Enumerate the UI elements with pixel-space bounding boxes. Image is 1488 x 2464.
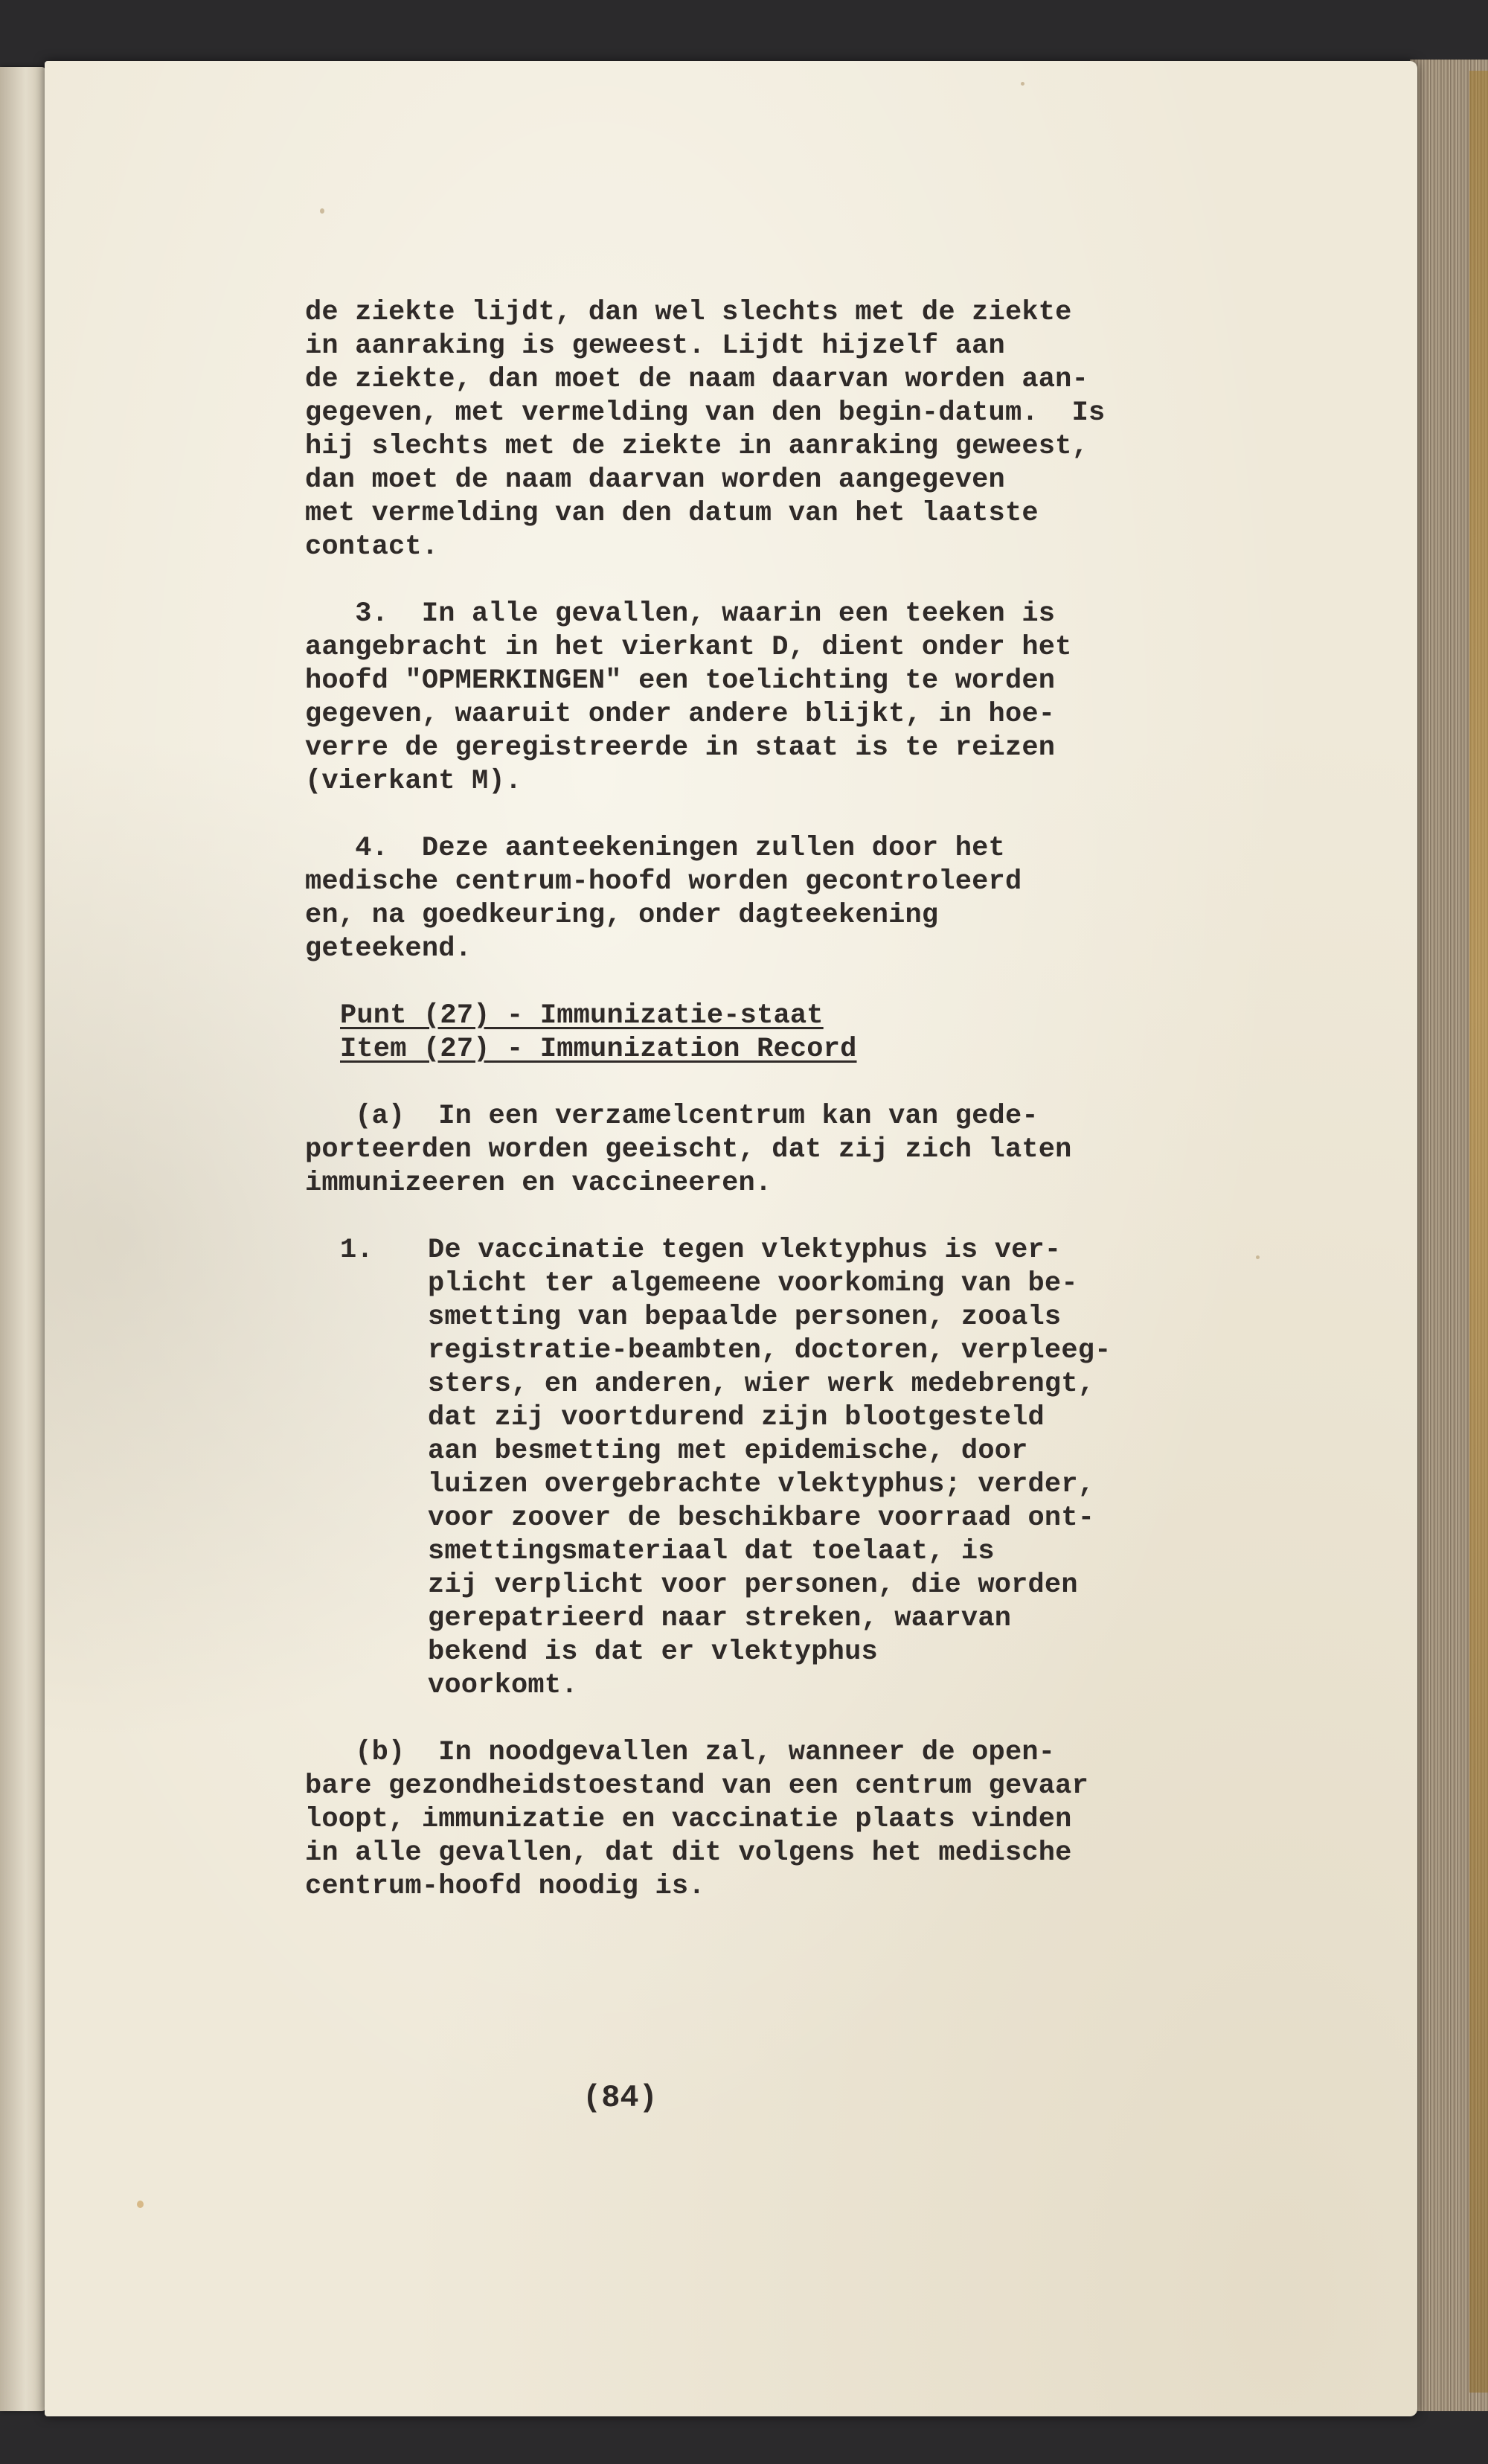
- heading-english-text: Item (27) - Immunization Record: [340, 1034, 857, 1065]
- item-1: [305, 1234, 1213, 1703]
- paper-speck: [137, 2201, 144, 2208]
- text-line: en, na goedkeuring, onder dagteekening: [305, 900, 939, 931]
- section-heading: [305, 999, 1213, 1066]
- left-page-edge: [0, 67, 46, 2411]
- text-line: hij slechts met de ziekte in aanraking geweest,: [305, 431, 1088, 462]
- text-line: in alle gevallen, dat dit volgens het medische: [305, 1837, 1072, 1869]
- page-number: (84): [583, 2080, 658, 2116]
- page-edge-gilding: [1469, 71, 1488, 2393]
- text-line: contact.: [305, 531, 439, 563]
- paper-speck: [320, 208, 324, 214]
- text-line: de ziekte, dan moet de naam daarvan worden aan-: [305, 364, 1088, 395]
- text-line: bare gezondheidstoestand van een centrum gevaar: [305, 1770, 1088, 1802]
- paragraph-continuation: [305, 296, 1213, 564]
- text-line: luizen overgebrachte vlektyphus; verder,: [428, 1469, 1095, 1500]
- text-line: hoofd "OPMERKINGEN" een toelichting te worden: [305, 665, 1056, 697]
- text-line: medische centrum-hoofd worden gecontroleerd: [305, 866, 1022, 897]
- text-line: aangebracht in het vierkant D, dient onder het: [305, 632, 1072, 663]
- heading-dutch-text: Punt (27) - Immunizatie-staat: [340, 1000, 824, 1031]
- text-line: smettingsmateriaal dat toelaat, is: [428, 1536, 995, 1567]
- text-line: verre de geregistreerde in staat is te reizen: [305, 732, 1056, 764]
- paragraph-b: [305, 1736, 1213, 1904]
- text-line: zij verplicht voor personen, die worden: [428, 1569, 1078, 1601]
- text-line: plicht ter algemeene voorkoming van be-: [428, 1268, 1078, 1299]
- text-line: aan besmetting met epidemische, door: [428, 1436, 1028, 1467]
- text-line: voorkomt.: [428, 1670, 578, 1701]
- paragraph-a: [305, 1100, 1213, 1200]
- heading-english: [305, 1033, 1213, 1066]
- text-line: sters, en anderen, wier werk medebrengt,: [428, 1369, 1095, 1400]
- text-line: (b) In noodgevallen zal, wanneer de open-: [305, 1737, 1056, 1768]
- paper-speck: [1256, 1255, 1260, 1259]
- paper-speck: [1021, 82, 1024, 86]
- text-line: (vierkant M).: [305, 766, 522, 797]
- text-line: porteerden worden geeischt, dat zij zich laten: [305, 1134, 1072, 1165]
- text-line: smetting van bepaalde personen, zooals: [428, 1302, 1062, 1333]
- text-line: loopt, immunizatie en vaccinatie plaats vinden: [305, 1804, 1072, 1835]
- text-line: registratie-beambten, doctoren, verpleeg-: [428, 1335, 1112, 1366]
- paragraph-4: [305, 832, 1213, 966]
- typed-text-block: [305, 296, 1213, 1904]
- text-line: (a) In een verzamelcentrum kan van gede-: [305, 1101, 1039, 1132]
- text-line: De vaccinatie tegen vlektyphus is ver-: [428, 1235, 1062, 1266]
- text-line: 3. In alle gevallen, waarin een teeken is: [305, 598, 1056, 630]
- text-line: gerepatrieerd naar streken, waarvan: [428, 1603, 1012, 1634]
- text-line: de ziekte lijdt, dan wel slechts met de ziekte: [305, 297, 1072, 328]
- paragraph-3: [305, 598, 1213, 799]
- item-1-number: 1.: [340, 1235, 373, 1266]
- text-line: voor zoover de beschikbare voorraad ont-: [428, 1503, 1095, 1534]
- text-line: centrum-hoofd noodig is.: [305, 1871, 705, 1902]
- text-line: gegeven, waaruit onder andere blijkt, in hoe-: [305, 699, 1056, 730]
- text-line: dan moet de naam daarvan worden aangegeven: [305, 464, 1005, 496]
- text-line: dat zij voortdurend zijn blootgesteld: [428, 1402, 1045, 1433]
- text-line: geteekend.: [305, 933, 472, 964]
- heading-dutch: [305, 999, 1213, 1033]
- text-line: 4. Deze aanteekeningen zullen door het: [305, 833, 1005, 864]
- text-line: gegeven, met vermelding van den begin-datum. Is: [305, 397, 1106, 429]
- text-line: immunizeeren en vaccineeren.: [305, 1168, 772, 1199]
- text-line: bekend is dat er vlektyphus: [428, 1636, 878, 1668]
- text-line: met vermelding van den datum van het laatste: [305, 498, 1039, 529]
- item-1-text: [305, 1234, 1213, 1703]
- text-line: in aanraking is geweest. Lijdt hijzelf aan: [305, 330, 1005, 362]
